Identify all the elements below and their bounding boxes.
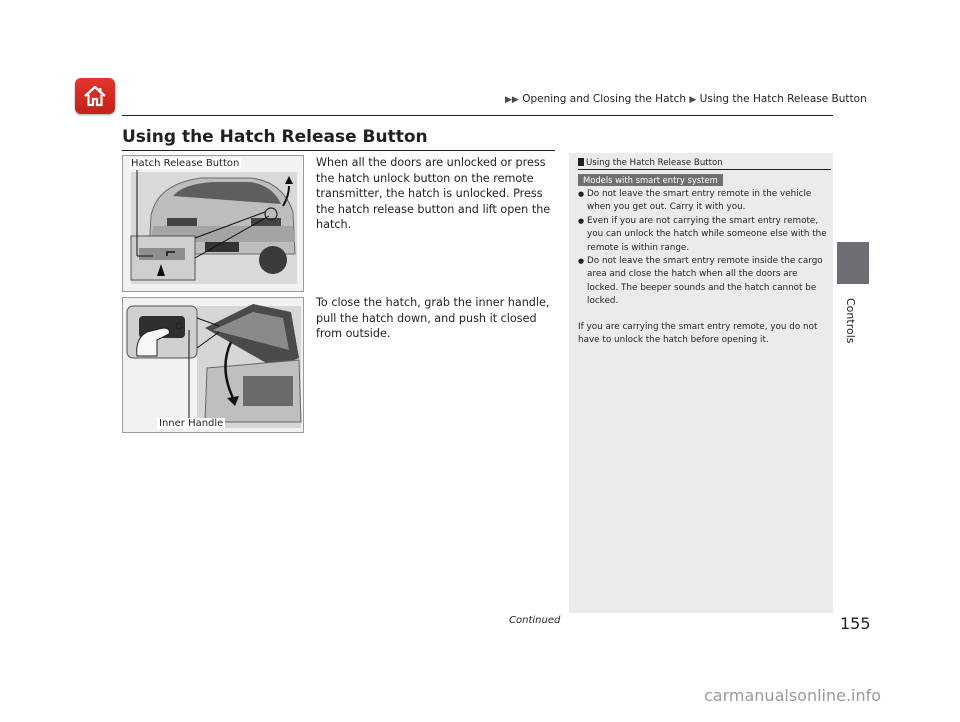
continued-label: Continued bbox=[509, 615, 561, 626]
home-icon bbox=[82, 83, 108, 109]
page-title: Using the Hatch Release Button bbox=[122, 127, 428, 147]
note-title-text: Using the Hatch Release Button bbox=[586, 158, 723, 168]
title-divider bbox=[122, 150, 555, 151]
note-title bbox=[578, 158, 723, 168]
figure-label-hatch-release: Hatch Release Button bbox=[131, 158, 240, 169]
breadcrumb-section[interactable]: Opening and Closing the Hatch bbox=[522, 93, 687, 105]
section-tab[interactable] bbox=[837, 242, 869, 284]
section-tab-label[interactable]: Controls bbox=[844, 298, 857, 344]
figure-label-inner-handle: Inner Handle bbox=[159, 418, 224, 429]
note-paragraph: If you are carrying the smart entry remote, you do not have to unlock the hatch before opening it. bbox=[578, 322, 818, 346]
breadcrumb bbox=[505, 93, 867, 105]
note-divider bbox=[578, 169, 831, 170]
hatch-release-figure bbox=[122, 155, 304, 292]
double-triangle-icon: ▶▶ bbox=[505, 95, 519, 105]
body-paragraph-close: To close the hatch, grab the inner handle, pull the hatch down, and push it closed from outside. bbox=[316, 296, 550, 340]
model-badge: Models with smart entry system bbox=[578, 174, 723, 186]
inner-handle-figure bbox=[122, 297, 304, 433]
watermark: carmanualsonline.info bbox=[704, 686, 882, 705]
triangle-icon: ▶ bbox=[689, 95, 697, 105]
car-rear-illustration bbox=[123, 156, 304, 292]
note-bullet-list bbox=[578, 188, 828, 309]
breadcrumb-subsection[interactable]: Using the Hatch Release Button bbox=[699, 93, 867, 105]
note-bullet: ● Even if you are not carrying the smart entry remote, you can unlock the hatch while someone else with the remote is within range. bbox=[578, 215, 828, 255]
body-paragraph-open: When all the doors are unlocked or press the hatch unlock button on the remote transmitter, the hatch is unlocked. Press the hatch release button and lift open the hatch. bbox=[316, 156, 551, 231]
note-bullet: ● Do not leave the smart entry remote in the vehicle when you get out. Carry it with you. bbox=[578, 188, 828, 215]
note-bullet: ● Do not leave the smart entry remote inside the cargo area and close the hatch when all the doors are locked. The beeper sounds and the hatch cannot be locked. bbox=[578, 255, 828, 309]
open-hatch-illustration bbox=[123, 298, 304, 433]
note-marker-icon bbox=[578, 158, 584, 166]
home-button[interactable] bbox=[75, 78, 115, 114]
header-divider bbox=[122, 115, 833, 116]
page-number: 155 bbox=[840, 614, 871, 633]
